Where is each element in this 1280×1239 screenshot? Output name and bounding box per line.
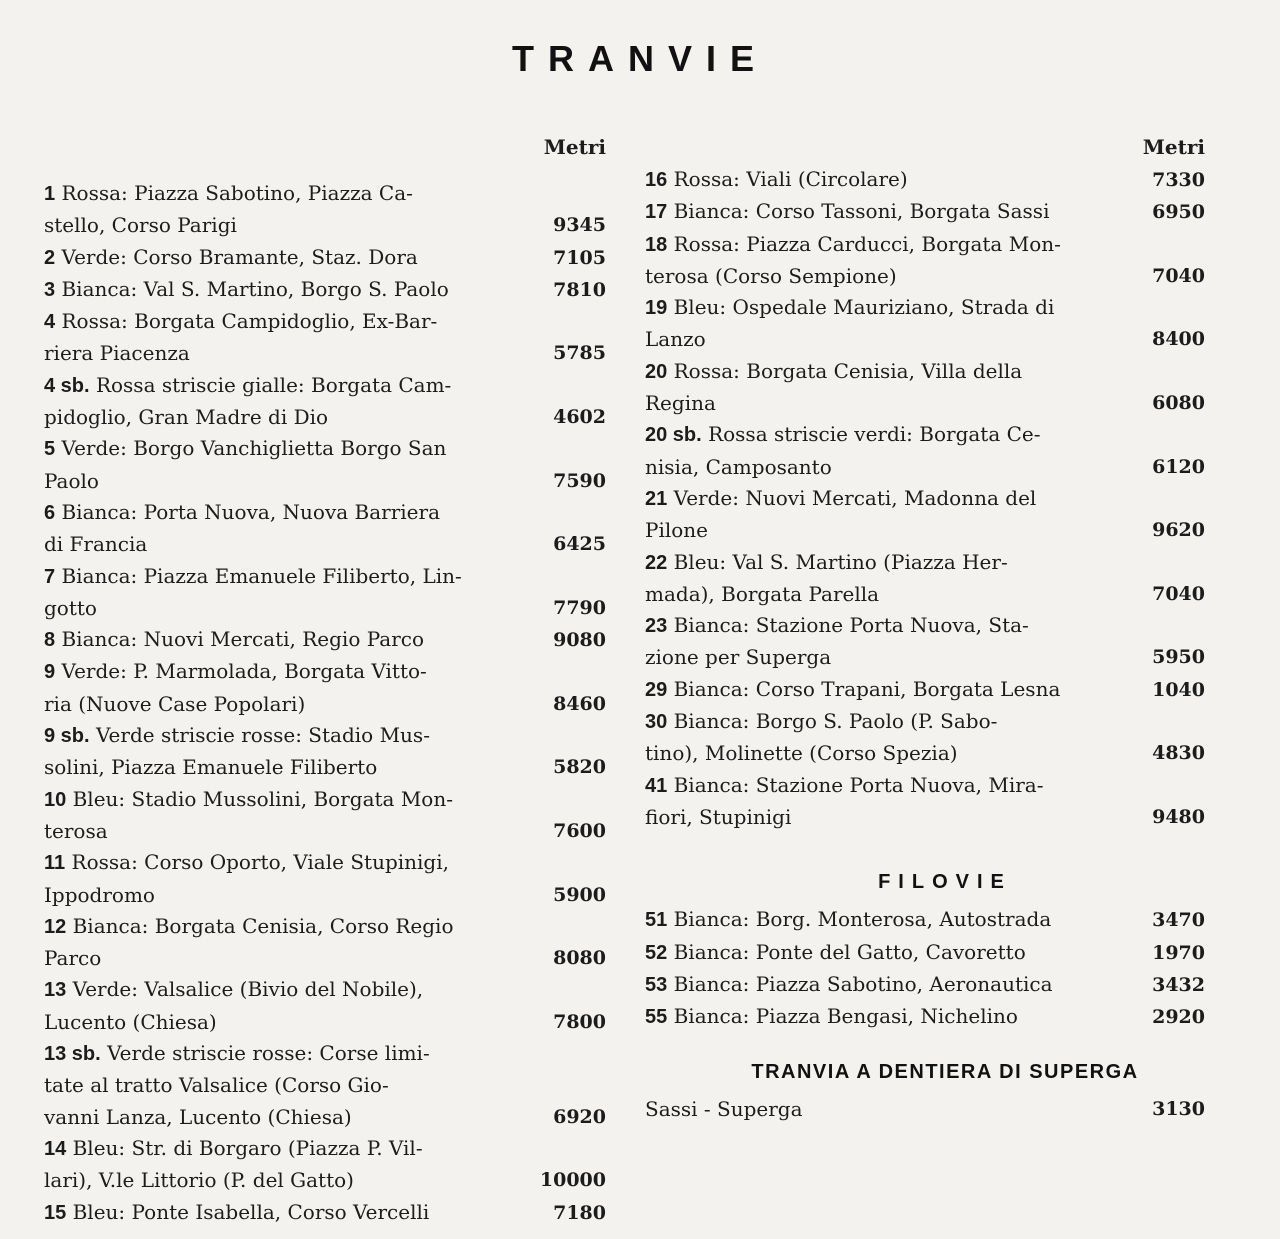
route-text [645,904,1123,936]
route-description: Bianca: Porta Nuova, Nuova Barriera di Francia [44,499,440,557]
route-number: 15 [44,1201,67,1224]
route-entry [645,547,1205,611]
route-length: 7330 [1152,169,1205,191]
route-text [645,1001,1123,1033]
route-entry [645,904,1205,936]
route-number: 11 [44,852,66,875]
route-number: 10 [44,788,67,811]
route-entry [645,1001,1205,1033]
route-number: 13 sb. [44,1043,101,1066]
route-length: 5950 [1152,646,1205,669]
route-text [44,370,524,434]
route-text [44,1038,524,1133]
route-text [645,229,1123,293]
route-text [645,356,1123,420]
route-number: 51 [645,909,668,932]
route-length: 3130 [1152,1098,1205,1121]
route-description: Rossa: Viali (Circolare) [673,167,908,191]
route-text [44,847,524,911]
route-number: 12 [44,915,67,938]
route-number: 17 [645,201,668,224]
filovie-list [645,904,1205,1033]
route-entry [645,610,1205,674]
route-description: Verde: Valsalice (Bivio del Nobile), Lucento (Chiesa) [44,977,424,1034]
route-length: 7790 [553,596,606,619]
route-length: 7810 [553,278,606,301]
route-number: 6 [44,501,56,524]
route-entry [645,674,1205,706]
route-description: Rossa: Corso Oporto, Viale Stupinigi, Ippodromo [44,850,449,907]
route-number: 1 [44,183,56,205]
route-entry [44,178,606,242]
route-number: 8 [44,629,56,652]
route-text [645,610,1123,674]
route-description: Verde striscie rosse: Corse limi- tate al tratto Valsalice (Corso Gio- vanni Lanza, Lucento (Chiesa) [44,1041,430,1129]
route-number: 19 [645,297,668,320]
route-text [44,974,524,1038]
route-description: Verde: Borgo Vanchiglietta Borgo San Paolo [44,436,447,493]
route-description: Rossa striscie gialle: Borgata Cam- pidoglio, Gran Madre di Dio [44,372,452,430]
route-length: 7180 [553,1201,606,1224]
route-length: 7040 [1152,582,1205,605]
route-entry [44,974,606,1038]
route-description: Rossa: Piazza Sabotino, Piazza Ca- stello, Corso Parigi [44,181,413,238]
route-description: Bianca: Corso Tassoni, Borgata Sassi [673,199,1050,224]
left-column [44,130,606,1229]
route-description: Bleu: Ospedale Mauriziano, Strada di Lanzo [645,295,1055,352]
route-description: Verde: Nuovi Mercati, Madonna del Pilone [645,485,1037,543]
route-description: Bianca: Borg. Monterosa, Autostrada [673,907,1052,932]
route-number: 5 [44,438,56,461]
route-entry [44,1038,606,1133]
dentiera-heading: TRANVIA A DENTIERA DI SUPERGA [751,1061,1139,1084]
route-text [645,706,1123,770]
route-number: 14 [44,1137,67,1160]
route-length: 3470 [1152,909,1205,932]
route-description: Bianca: Val S. Martino, Borgo S. Paolo [61,276,449,301]
route-number: 3 [44,278,56,301]
route-length: 6920 [553,1105,606,1128]
route-entry [44,497,606,561]
route-length: 7600 [553,819,606,842]
route-number: 41 [645,774,668,797]
route-description: Rossa: Borgata Campidoglio, Ex-Bar- riera Piacenza [44,309,438,366]
route-text [645,164,1123,196]
filovie-heading: FILOVIE [878,871,1012,894]
route-number: 7 [44,565,56,588]
route-number: 4 sb. [44,374,90,397]
route-text [44,1197,524,1229]
route-length: 9620 [1152,519,1205,542]
route-entry [645,770,1205,834]
metri-header: Metri [543,135,606,159]
tram-list-left [44,178,606,1229]
route-number: 30 [645,711,668,734]
route-description: Bleu: Stadio Mussolini, Borgata Mon- terosa [44,786,453,843]
route-number: 53 [645,973,668,996]
route-entry [645,1094,1205,1125]
route-text [44,784,524,848]
route-text [44,433,524,497]
route-text [645,937,1123,969]
route-entry [44,306,606,370]
route-description: Bianca: Piazza Sabotino, Aeronautica [673,971,1053,996]
page-title: TRANVIE [511,38,768,79]
route-length: 5820 [553,756,606,779]
route-description: Sassi - Superga [645,1097,803,1122]
route-text [44,497,524,561]
route-length: 6425 [553,533,606,556]
route-entry [44,911,606,975]
route-entry [645,292,1205,356]
route-number: 13 [44,979,67,1002]
route-entry [645,969,1205,1001]
route-text [44,561,524,625]
route-entry [645,419,1205,483]
route-description: Verde: P. Marmolada, Borgata Vitto- ria (Nuove Case Popolari) [44,659,427,716]
route-entry [645,164,1205,196]
route-description: Verde striscie rosse: Stadio Mus- solini, Piazza Emanuele Filiberto [44,723,430,780]
route-number: 9 [44,661,56,684]
route-length: 9480 [1152,805,1205,828]
route-entry [44,1197,606,1229]
route-length: 9345 [553,214,606,237]
route-text [645,969,1123,1001]
route-length: 5900 [553,883,606,906]
route-text [645,419,1123,483]
route-entry [44,433,606,497]
route-entry [44,656,606,720]
route-description: Bianca: Borgata Cenisia, Corso Regio Parco [44,913,454,971]
route-entry [44,624,606,656]
route-number: 21 [645,487,668,510]
route-description: Bianca: Borgo S. Paolo (P. Sabo- tino), Molinette (Corso Spezia) [645,709,998,766]
route-description: Bianca: Stazione Porta Nuova, Sta- zione per Superga [645,613,1029,670]
route-description: Bianca: Nuovi Mercati, Regio Parco [61,627,425,652]
route-entry [44,274,606,306]
route-entry [44,720,606,784]
route-length: 6950 [1152,201,1205,224]
route-entry [44,847,606,911]
route-entry [44,1133,606,1197]
route-text [645,292,1123,356]
route-description: Bianca: Piazza Emanuele Filiberto, Lin- gotto [44,563,462,620]
route-length: 6080 [1152,392,1205,415]
tram-list-right [645,164,1205,833]
route-description: Bianca: Stazione Porta Nuova, Mira- fiori, Stupinigi [645,772,1044,829]
route-text [44,242,524,274]
route-number: 18 [645,233,668,256]
route-length: 4830 [1152,742,1205,765]
route-length: 7105 [553,246,606,269]
route-text [44,306,524,370]
route-length: 3432 [1152,973,1205,996]
route-entry [645,356,1205,420]
route-number: 55 [645,1006,668,1029]
route-length: 8080 [553,947,606,970]
route-length: 8460 [553,692,606,715]
route-text [645,674,1123,706]
route-entry [44,370,606,434]
route-length: 5785 [553,342,606,365]
metri-header: Metri [1142,135,1205,159]
route-entry [645,706,1205,770]
route-length: 1040 [1152,678,1205,701]
route-text [44,656,524,720]
dentiera-list [645,1094,1205,1125]
route-text [44,624,524,656]
route-entry [44,242,606,274]
route-number: 29 [645,678,668,701]
route-entry [44,784,606,848]
route-length: 8400 [1152,328,1205,351]
route-text [44,911,524,975]
route-description: Bleu: Ponte Isabella, Corso Vercelli [72,1199,430,1224]
route-number: 9 sb. [44,725,90,748]
route-number: 23 [645,615,668,638]
route-description: Bianca: Corso Trapani, Borgata Lesna [673,676,1061,701]
route-number: 2 [44,246,56,269]
route-number: 4 [44,311,56,334]
route-length: 7800 [553,1010,606,1033]
route-text [645,196,1123,228]
route-description: Rossa: Borgata Cenisia, Villa della Regina [645,358,1023,416]
route-length: 4602 [553,406,606,429]
route-number: 22 [645,551,668,574]
route-number: 52 [645,941,668,964]
route-entry [645,937,1205,969]
route-text [44,720,524,784]
route-number: 20 sb. [645,424,702,447]
route-text [44,1133,524,1197]
route-description: Rossa striscie verdi: Borgata Ce- nisia, Camposanto [645,422,1041,479]
route-description: Bleu: Str. di Borgaro (Piazza P. Vil- lari), V.le Littorio (P. del Gatto) [44,1135,423,1193]
route-text [645,1094,1123,1125]
route-description: Bianca: Ponte del Gatto, Cavoretto [673,939,1026,964]
route-entry [645,229,1205,293]
route-entry [44,561,606,625]
route-length: 6120 [1152,455,1205,478]
route-text [44,274,524,306]
right-column [645,130,1205,1126]
route-length: 9080 [553,629,606,652]
route-text [645,770,1123,834]
route-length: 1970 [1152,941,1205,964]
route-entry [645,196,1205,228]
route-length: 7040 [1152,264,1205,287]
route-description: Rossa: Piazza Carducci, Borgata Mon- terosa (Corso Sempione) [645,231,1061,288]
route-number: 16 [645,169,668,191]
route-entry [645,483,1205,547]
route-text [645,483,1123,547]
route-text [44,178,524,242]
route-length: 10000 [539,1169,606,1192]
route-text [645,547,1123,611]
route-description: Bianca: Piazza Bengasi, Nichelino [673,1004,1018,1029]
route-description: Bleu: Val S. Martino (Piazza Her- mada), Borgata Parella [645,549,1008,606]
route-length: 2920 [1152,1006,1205,1029]
route-length: 7590 [553,469,606,492]
route-description: Verde: Corso Bramante, Staz. Dora [61,244,418,269]
route-number: 20 [645,360,668,383]
